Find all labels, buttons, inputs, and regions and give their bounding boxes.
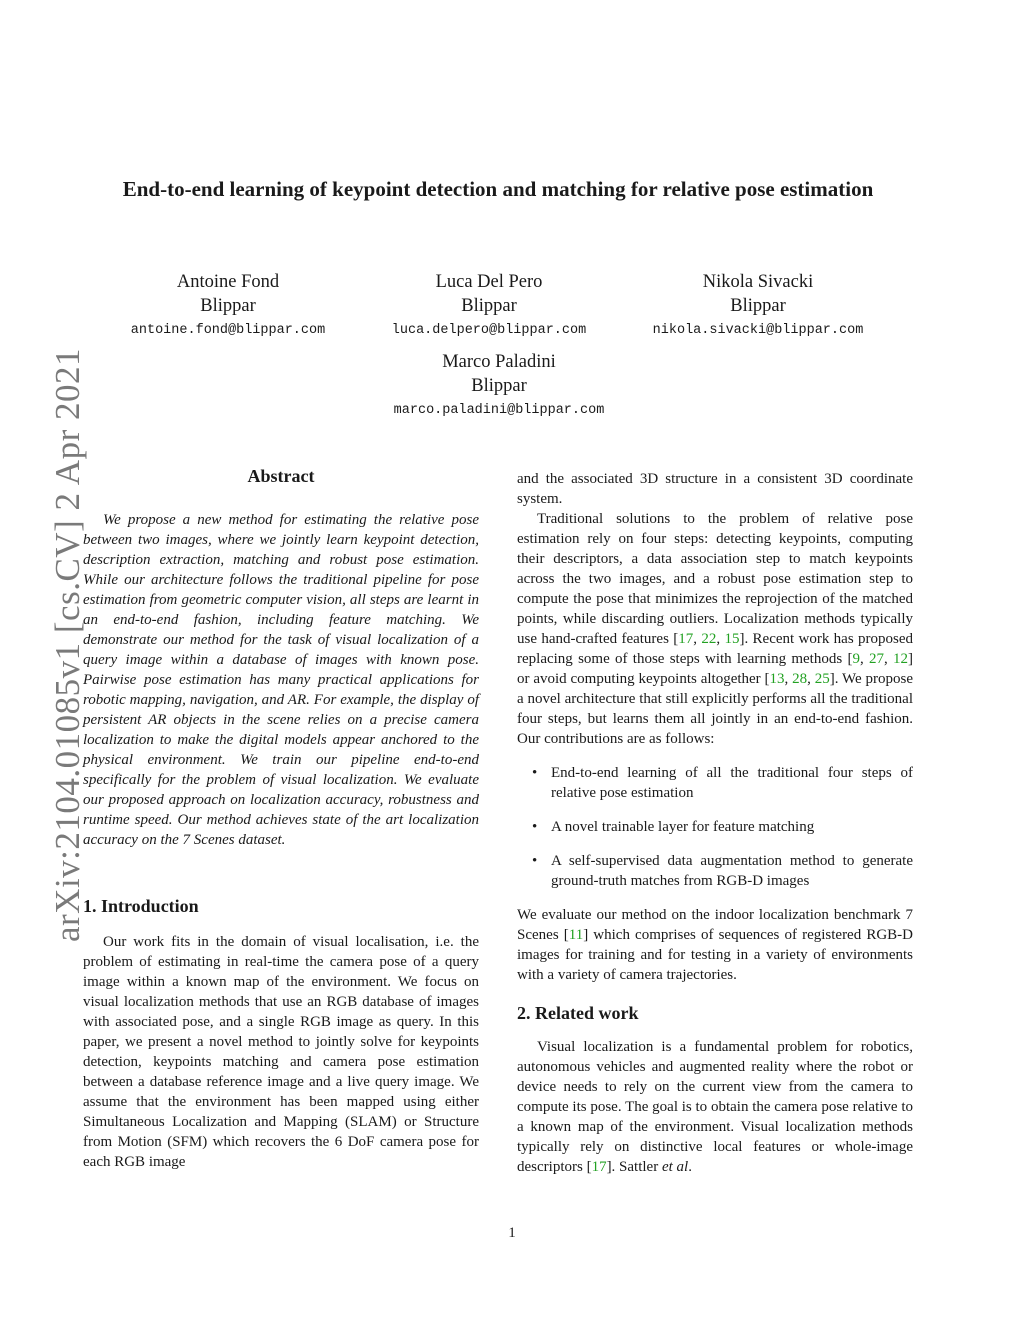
author-affiliation: Blippar: [730, 296, 786, 316]
related-work-paragraph: Visual localization is a fundamental problem for robotics, autonomous vehicles and augmented reality where the robot or device needs to rely on the current view from the camera to compute its pose. The goal is to obtain the camera pose relative to a known map of the environment. Visual localization methods typically rely on distinctive local features or whole-image descriptors [17]. Sattler et al.: [517, 1039, 913, 1175]
evaluation-paragraph: We evaluate our method on the indoor localization benchmark 7 Scenes [11] which comprises of sequences of registered RGB-D images for training and for testing in a variety of environments with a variety of camera trajectories.: [517, 907, 913, 983]
right-column: [517, 469, 913, 1177]
citation-link[interactable]: 25: [814, 671, 830, 687]
paper-title: End-to-end learning of keypoint detection and matching for relative pose estimation: [122, 177, 874, 201]
author-name: Luca Del Pero: [435, 272, 543, 292]
citation-link[interactable]: 28: [792, 671, 808, 687]
citation-link[interactable]: 15: [724, 631, 740, 647]
citation-link[interactable]: 22: [701, 631, 717, 647]
introduction-heading: 1. Introduction: [83, 896, 199, 916]
paragraph-continuation: and the associated 3D structure in a consistent 3D coordinate system.: [517, 471, 913, 507]
arxiv-identifier: arXiv:2104.01085v1 [cs.CV] 2 Apr 2021: [48, 347, 87, 943]
author-block: [640, 270, 876, 342]
author-block: [128, 270, 328, 342]
citation-link[interactable]: 11: [568, 927, 584, 943]
contributions-list: [517, 763, 913, 891]
author-affiliation: Blippar: [461, 296, 517, 316]
left-column: [83, 466, 479, 1172]
author-affiliation: Blippar: [200, 296, 256, 316]
citation-link[interactable]: 17: [591, 1159, 607, 1175]
introduction-paragraph: Our work fits in the domain of visual localisation, i.e. the problem of estimating in real-time the camera pose of a query image within a known map of the environment. We focus on visual localization methods that use an RGB database of images with associated pose, and a single RGB image as query. In this paper, we present a novel method to jointly solve for keypoints detection, keypoints matching and camera pose estimation between a database reference image and a live query image. We assume that the environment has been mapped using either Simultaneous Localization and Mapping (SLAM) or Structure from Motion (SFM) which recovers the 6 DoF camera pose for each RGB image: [83, 934, 479, 1170]
citation-link[interactable]: 27: [868, 651, 884, 667]
author-block: [379, 270, 599, 342]
related-work-heading: 2. Related work: [517, 1003, 639, 1023]
author-name: Antoine Fond: [176, 272, 280, 292]
author-affiliation: Blippar: [471, 376, 527, 396]
list-item: • End-to-end learning of all the traditional four steps of relative pose estimation: [551, 763, 913, 803]
author-email[interactable]: marco.paladini@blippar.com: [393, 403, 605, 418]
citation-link[interactable]: 12: [893, 651, 909, 667]
abstract-text: We propose a new method for estimating the relative pose between two images, where we jointly learn keypoint detection, description extraction, matching and robust pose estimation. While our architecture follows the traditional pipeline for pose estimation from geometric computer vision, all steps are learnt in an end-to-end fashion, including feature matching. We demonstrate our method for the task of visual localization of a query image within a database of images with known pose. Pairwise pose estimation has many practical applications for robotic mapping, navigation, and AR. For example, the display of persistent AR objects in the scene relies on a precise camera localization to make the digital models appear anchored to the physical environment. We train our pipeline end-to-end specifically for the problem of visual localization. We evaluate our proposed approach on localization accuracy, robustness and runtime speed. Our method achieves state of the art localization accuracy on the 7 Scenes dataset.: [83, 512, 479, 848]
author-name: Nikola Sivacki: [702, 272, 814, 292]
author-email[interactable]: antoine.fond@blippar.com: [130, 323, 326, 338]
author-name: Marco Paladini: [442, 352, 556, 372]
author-email[interactable]: nikola.sivacki@blippar.com: [652, 323, 864, 338]
abstract-heading: Abstract: [247, 466, 315, 486]
author-email[interactable]: luca.delpero@blippar.com: [391, 323, 587, 338]
citation-link[interactable]: 17: [678, 631, 694, 647]
citation-link[interactable]: 13: [769, 671, 785, 687]
traditional-solutions-paragraph: Traditional solutions to the problem of relative pose estimation rely on four steps: detecting keypoints, computing their descriptors, a data association step to match keypoints across the two images, and a robust pose estimation step to compute the pose that minimizes the reprojection of the matched points, while discarding outliers. Localization methods typically use hand-crafted features [17, 22, 15]. Recent work has proposed replacing some of those steps with learning methods [9, 27, 12] or avoid computing keypoints altogether [13, 28, 25]. We propose a novel architecture that still explicitly performs all the traditional four steps, but learns them all jointly in an end-to-end fashion. Our contributions are as follows:: [517, 511, 914, 747]
page-number: 1: [508, 1225, 516, 1241]
list-item: • A novel trainable layer for feature matching: [551, 817, 913, 837]
list-item: • A self-supervised data augmentation method to generate ground-truth matches from RGB-D images: [551, 851, 913, 891]
citation-link[interactable]: 9: [852, 651, 860, 667]
author-block: [379, 350, 619, 422]
